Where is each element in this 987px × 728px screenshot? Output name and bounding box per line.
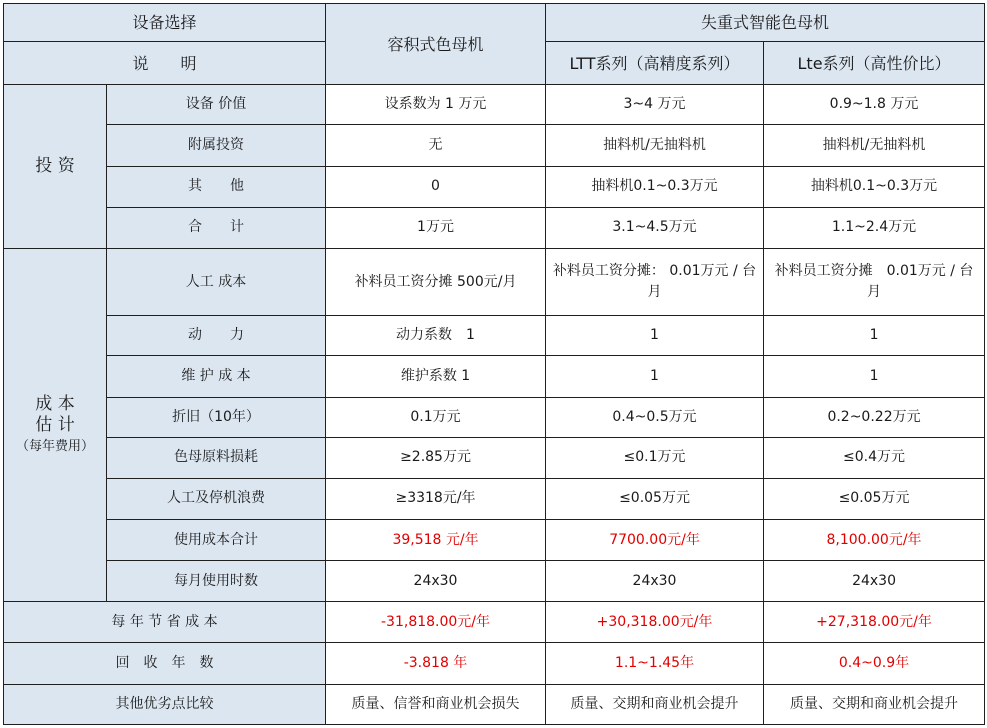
ltt-cell: ≤0.1万元 xyxy=(546,437,764,478)
row-item-label: 维 护 成 本 xyxy=(107,356,326,397)
ltt-cell: 抽料机0.1~0.3万元 xyxy=(546,166,764,207)
volumetric-cell: 动力系数 1 xyxy=(326,316,546,356)
row-item-label: 人工及停机浪费 xyxy=(107,478,326,519)
volumetric-cell: 1万元 xyxy=(326,207,546,248)
row-item-label: 折旧（10年） xyxy=(107,397,326,437)
table-row xyxy=(4,684,985,724)
ltt-cell: 质量、交期和商业机会提升 xyxy=(546,684,764,724)
ltt-cell: ≤0.05万元 xyxy=(546,478,764,519)
volumetric-cell: -3.818 年 xyxy=(326,643,546,684)
ltt-cell: 抽料机/无抽料机 xyxy=(546,125,764,166)
row-item-label: 合 计 xyxy=(107,207,326,248)
volumetric-cell: 无 xyxy=(326,125,546,166)
volumetric-cell: ≥2.85万元 xyxy=(326,437,546,478)
cost-category xyxy=(4,248,107,601)
cost-category-line1: 成 本 xyxy=(35,393,75,414)
lte-cell: 8,100.00元/年 xyxy=(764,520,985,561)
comparison-table xyxy=(3,3,985,725)
ltt-cell: 0.4~0.5万元 xyxy=(546,397,764,437)
investment-category: 投 资 xyxy=(4,85,107,249)
table-row xyxy=(4,602,985,643)
row-item-label: 使用成本合计 xyxy=(107,520,326,561)
volumetric-cell: 补料员工资分摊 500元/月 xyxy=(326,248,546,315)
row-item-label: 动 力 xyxy=(107,316,326,356)
savings-label: 每 年 节 省 成 本 xyxy=(4,602,326,643)
lte-cell: ≤0.05万元 xyxy=(764,478,985,519)
table-row xyxy=(4,85,985,125)
table-row xyxy=(4,397,985,437)
table-row xyxy=(4,643,985,684)
row-item-label: 色母原料损耗 xyxy=(107,437,326,478)
volumetric-header: 容积式色母机 xyxy=(326,4,546,85)
ltt-cell: 1 xyxy=(546,356,764,397)
table-row xyxy=(4,561,985,602)
table-row xyxy=(4,520,985,561)
lte-cell: 1 xyxy=(764,356,985,397)
ltt-cell: 3.1~4.5万元 xyxy=(546,207,764,248)
cost-category-line2: 估 计 xyxy=(35,414,75,435)
row-item-label: 其 他 xyxy=(107,166,326,207)
table-row xyxy=(4,437,985,478)
table-row xyxy=(4,248,985,315)
table-row xyxy=(4,478,985,519)
volumetric-cell: 24x30 xyxy=(326,561,546,602)
volumetric-cell: 设系数为 1 万元 xyxy=(326,85,546,125)
lte-cell: +27,318.00元/年 xyxy=(764,602,985,643)
lte-cell: 24x30 xyxy=(764,561,985,602)
volumetric-cell: 0 xyxy=(326,166,546,207)
ltt-cell: 24x30 xyxy=(546,561,764,602)
ltt-cell: 1 xyxy=(546,316,764,356)
lte-cell: 0.2~0.22万元 xyxy=(764,397,985,437)
table-row xyxy=(4,356,985,397)
payback-label: 回 收 年 数 xyxy=(4,643,326,684)
lte-cell: 1 xyxy=(764,316,985,356)
table-row xyxy=(4,166,985,207)
device-select-header: 设备选择 xyxy=(4,4,326,42)
gravimetric-header: 失重式智能色母机 xyxy=(546,4,985,42)
lte-cell: 质量、交期和商业机会提升 xyxy=(764,684,985,724)
lte-cell: 1.1~2.4万元 xyxy=(764,207,985,248)
cost-category-sub: （每年费用） xyxy=(15,438,94,454)
lte-cell: 补料员工资分摊 0.01万元 / 台月 xyxy=(764,248,985,315)
ltt-cell: 3~4 万元 xyxy=(546,85,764,125)
description-header: 说 明 xyxy=(4,42,326,85)
table-row xyxy=(4,207,985,248)
lte-series-header: Lte系列（高性价比） xyxy=(764,42,985,85)
ltt-cell: 补料员工资分摊： 0.01万元 / 台月 xyxy=(546,248,764,315)
row-item-label: 附属投资 xyxy=(107,125,326,166)
table-row xyxy=(4,316,985,356)
ltt-series-header: LTT系列（高精度系列） xyxy=(546,42,764,85)
volumetric-cell: 维护系数 1 xyxy=(326,356,546,397)
volumetric-cell: 质量、信誉和商业机会损失 xyxy=(326,684,546,724)
row-item-label: 人工 成本 xyxy=(107,248,326,315)
row-item-label: 每月使用时数 xyxy=(107,561,326,602)
ltt-cell: 7700.00元/年 xyxy=(546,520,764,561)
volumetric-cell: -31,818.00元/年 xyxy=(326,602,546,643)
volumetric-cell: 0.1万元 xyxy=(326,397,546,437)
lte-cell: 抽料机/无抽料机 xyxy=(764,125,985,166)
row-item-label: 设备 价值 xyxy=(107,85,326,125)
lte-cell: 0.9~1.8 万元 xyxy=(764,85,985,125)
table-row xyxy=(4,125,985,166)
other-comparison-label: 其他优劣点比较 xyxy=(4,684,326,724)
ltt-cell: 1.1~1.45年 xyxy=(546,643,764,684)
volumetric-cell: 39,518 元/年 xyxy=(326,520,546,561)
lte-cell: 0.4~0.9年 xyxy=(764,643,985,684)
ltt-cell: +30,318.00元/年 xyxy=(546,602,764,643)
lte-cell: ≤0.4万元 xyxy=(764,437,985,478)
lte-cell: 抽料机0.1~0.3万元 xyxy=(764,166,985,207)
volumetric-cell: ≥3318元/年 xyxy=(326,478,546,519)
